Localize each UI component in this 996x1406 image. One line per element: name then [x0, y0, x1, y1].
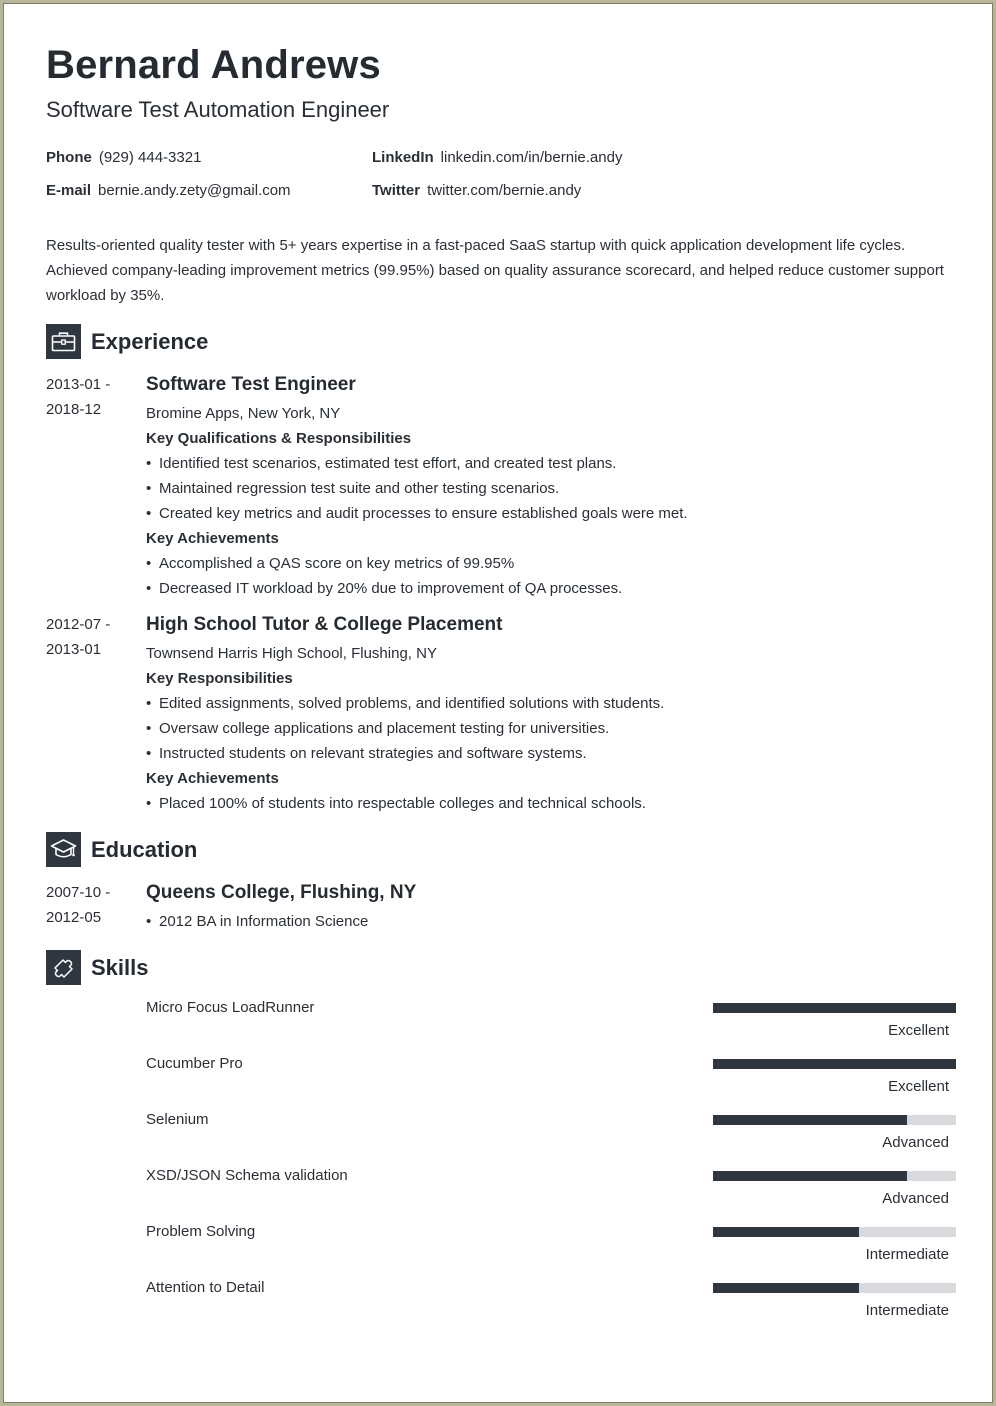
linkedin-value[interactable]: linkedin.com/in/bernie.andy — [440, 149, 623, 166]
skill-bar-fill — [713, 1003, 956, 1013]
phone-value: (929) 444-3321 — [98, 149, 202, 166]
briefcase-icon — [46, 324, 81, 359]
job-2-dates — [46, 612, 136, 662]
skill-bar-fill — [713, 1115, 907, 1125]
skill-level: Excellent — [888, 1078, 949, 1095]
job-2-ach-heading: Key Achievements — [146, 770, 279, 787]
list-item: • Placed 100% of students into respectable colleges and technical schools. — [146, 791, 956, 816]
twitter-label: Twitter — [372, 182, 421, 199]
job-1 — [146, 372, 956, 601]
list-item: • Accomplished a QAS score on key metrics of 99.95% — [146, 551, 956, 576]
job-1-start: 2013-01 - — [46, 376, 111, 393]
job-2-start: 2012-07 - — [46, 616, 111, 633]
summary-text: Results-oriented quality tester with 5+ years expertise in a fast-paced SaaS startup with quick application development life cycles. Achieved company-leading improvement metrics (99.95%) based on quality assurance scorecard, and helped reduce customer support workload by 35%. — [46, 237, 944, 304]
list-item: • Maintained regression test suite and other testing scenarios. — [146, 476, 956, 501]
skill-name: Selenium — [146, 1111, 209, 1128]
skill-bar — [713, 1059, 956, 1069]
skill-level: Advanced — [882, 1134, 949, 1151]
skill-bar-fill — [713, 1059, 956, 1069]
skill-level: Advanced — [882, 1190, 949, 1207]
skill-bar — [713, 1003, 956, 1013]
contact-phone — [46, 149, 201, 166]
skill-bar-fill — [713, 1283, 859, 1293]
education-heading: Education — [91, 836, 198, 862]
candidate-name: Bernard Andrews — [46, 43, 381, 87]
phone-label: Phone — [46, 149, 92, 166]
contact-twitter — [372, 182, 581, 199]
skill-bar-fill — [713, 1171, 907, 1181]
job-1-dates — [46, 372, 136, 422]
skill-level: Excellent — [888, 1022, 949, 1039]
edu-1-dates — [46, 880, 136, 930]
skill-name: Cucumber Pro — [146, 1055, 243, 1072]
skill-name: Attention to Detail — [146, 1279, 265, 1296]
graduation-cap-icon — [46, 832, 81, 867]
skill-bar — [713, 1171, 956, 1181]
skill-level: Intermediate — [865, 1246, 949, 1263]
skill-name: Problem Solving — [146, 1223, 256, 1240]
puzzle-icon — [46, 950, 81, 985]
linkedin-label: LinkedIn — [372, 149, 434, 166]
job-2 — [146, 612, 956, 816]
skill-name: Micro Focus LoadRunner — [146, 999, 315, 1016]
list-item: • Decreased IT workload by 20% due to improvement of QA processes. — [146, 576, 956, 601]
skill-bar-fill — [713, 1227, 859, 1237]
edu-1-start: 2007-10 - — [46, 884, 111, 901]
skill-bar — [713, 1283, 956, 1293]
job-1-ach-heading: Key Achievements — [146, 530, 279, 547]
list-item: • Created key metrics and audit processes to ensure established goals were met. — [146, 501, 956, 526]
experience-section-header — [46, 324, 208, 359]
list-item: • Oversaw college applications and placement testing for universities. — [146, 716, 956, 741]
job-2-title: High School Tutor & College Placement — [146, 614, 503, 635]
job-1-title: Software Test Engineer — [146, 374, 356, 395]
job-1-company: Bromine Apps, New York, NY — [146, 405, 341, 422]
list-item: • 2012 BA in Information Science — [146, 909, 956, 934]
list-item: • Identified test scenarios, estimated test effort, and created test plans. — [146, 451, 956, 476]
skills-heading: Skills — [91, 954, 149, 980]
list-item: • Instructed students on relevant strategies and software systems. — [146, 741, 956, 766]
email-value[interactable]: bernie.andy.zety@gmail.com — [98, 182, 291, 199]
edu-1 — [146, 880, 956, 934]
contact-linkedin — [372, 149, 622, 166]
job-1-resp-heading: Key Qualifications & Responsibilities — [146, 430, 412, 447]
job-1-end: 2018-12 — [46, 401, 102, 418]
twitter-value[interactable]: twitter.com/bernie.andy — [427, 182, 582, 199]
education-section-header — [46, 832, 197, 867]
experience-heading: Experience — [91, 328, 209, 354]
job-2-company: Townsend Harris High School, Flushing, NY — [146, 645, 437, 662]
skill-bar — [713, 1227, 956, 1237]
list-item: • Edited assignments, solved problems, and identified solutions with students. — [146, 691, 956, 716]
skill-name: XSD/JSON Schema validation — [146, 1167, 348, 1184]
email-label: E-mail — [46, 182, 92, 199]
job-2-end: 2013-01 — [46, 641, 102, 658]
skill-level: Intermediate — [865, 1302, 949, 1319]
contact-email — [46, 182, 291, 199]
skills-section-header — [46, 950, 148, 985]
edu-1-end: 2012-05 — [46, 909, 102, 926]
candidate-title: Software Test Automation Engineer — [46, 97, 390, 122]
skill-bar — [713, 1115, 956, 1125]
job-2-resp-heading: Key Responsibilities — [146, 670, 293, 687]
edu-1-school: Queens College, Flushing, NY — [146, 882, 417, 903]
